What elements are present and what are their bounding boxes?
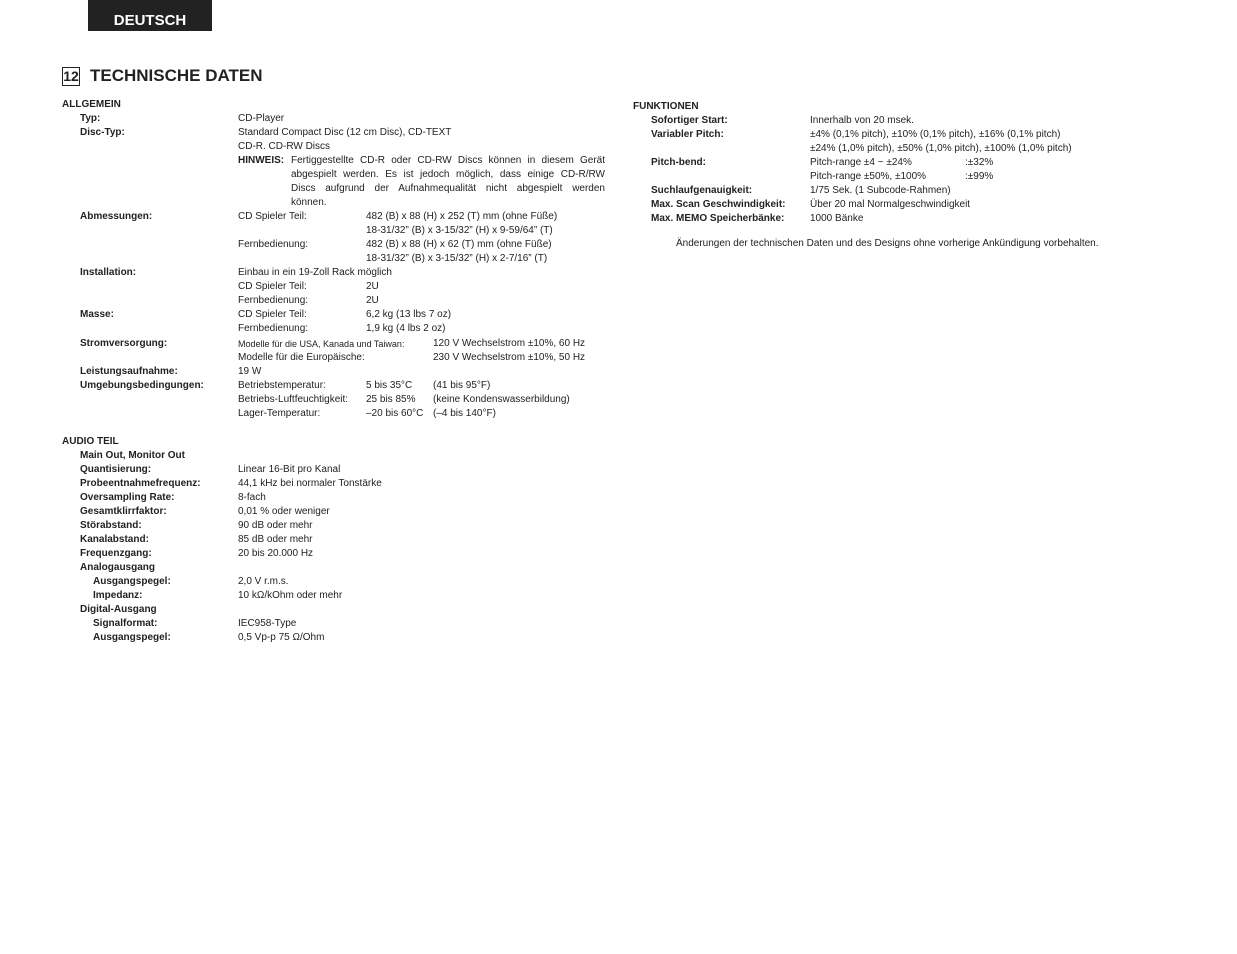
suchlauf-value: 1/75 Sek. (1 Subcode-Rahmen) — [810, 185, 951, 196]
kanal-value: 85 dB oder mehr — [238, 534, 313, 545]
strom-eu-value: 230 V Wechselstrom ±10%, 50 Hz — [433, 352, 586, 363]
masse-fb-value: 1,9 kg (4 lbs 2 oz) — [366, 323, 446, 334]
hinweis-label: HINWEIS: — [238, 155, 285, 166]
pitch-bend-value: :±99% — [965, 171, 994, 182]
abm-cd-label: CD Spieler Teil: — [238, 211, 307, 222]
leistung-label: Leistungsaufnahme: — [80, 366, 178, 377]
analog-label: Analogausgang — [80, 562, 156, 573]
main-out-label: Main Out, Monitor Out — [80, 450, 185, 461]
memo-value: 1000 Bänke — [810, 213, 864, 224]
abm-fb-value: 18-31/32” (B) x 3-15/32” (H) x 2-7/16” (T) — [366, 253, 548, 264]
probe-label: Probeentnahmefrequenz: — [80, 478, 201, 489]
umg-lf-label: Betriebs-Luftfeuchtigkeit: — [238, 394, 349, 405]
typ-value: CD-Player — [238, 113, 285, 124]
allgemein-heading: ALLGEMEIN — [62, 99, 121, 110]
inst-cd-value: 2U — [366, 281, 379, 292]
masse-fb-label: Fernbedienung: — [238, 323, 309, 334]
strom-usa-value: 120 V Wechselstrom ±10%, 60 Hz — [433, 338, 586, 349]
umg-bt-value: 5 bis 35°C — [366, 380, 413, 391]
pitch-bend-value: :±32% — [965, 157, 994, 168]
signal-value: IEC958-Type — [238, 618, 297, 629]
umg-lf-value: (keine Kondenswasserbildung) — [433, 394, 570, 405]
freq-value: 20 bis 20.000 Hz — [238, 548, 314, 559]
pitch-bend-label: Pitch-bend: — [651, 157, 706, 168]
typ-label: Typ: — [80, 113, 101, 124]
language-tab: DEUTSCH — [88, 0, 212, 31]
disclaimer-note: Änderungen der technischen Daten und des Designs ohne vorherige Ankündigung vorbehalten. — [676, 238, 1099, 249]
analog-pegel-value: 2,0 V r.m.s. — [238, 576, 289, 587]
inst-fb-label: Fernbedienung: — [238, 295, 309, 306]
installation-label: Installation: — [80, 267, 137, 278]
hinweis-text: Fertiggestellte CD-R oder CD-RW Discs können in diesem Gerät — [291, 155, 605, 166]
digital-label: Digital-Ausgang — [80, 604, 157, 615]
quant-label: Quantisierung: — [80, 464, 152, 475]
hinweis-text: Discs aufgrund der Aufnahmequalität nicht abgespielt werden — [291, 183, 605, 194]
quant-value: Linear 16-Bit pro Kanal — [238, 464, 341, 475]
masse-label: Masse: — [80, 309, 114, 320]
pitch-bend-range: Pitch-range ±50%, ±100% — [810, 171, 927, 182]
disc-value: Standard Compact Disc (12 cm Disc), CD-TEXT — [238, 127, 452, 138]
hinweis-text: abgespielt werden. Es ist jedoch möglich, dass einige CD-R/RW — [291, 169, 605, 180]
stoer-label: Störabstand: — [80, 520, 142, 531]
suchlauf-label: Suchlaufgenauigkeit: — [651, 185, 753, 196]
klirr-label: Gesamtklirrfaktor: — [80, 506, 167, 517]
signal-label: Signalformat: — [93, 618, 158, 629]
start-value: Innerhalb von 20 msek. — [810, 115, 914, 126]
oversampling-label: Oversampling Rate: — [80, 492, 175, 503]
installation-value: Einbau in ein 19-Zoll Rack möglich — [238, 267, 392, 278]
scan-label: Max. Scan Geschwindigkeit: — [651, 199, 786, 210]
oversampling-value: 8-fach — [238, 492, 266, 503]
analog-pegel-label: Ausgangspegel: — [93, 576, 171, 587]
klirr-value: 0,01 % oder weniger — [238, 506, 330, 517]
impedanz-value: 10 kΩ/kOhm oder mehr — [238, 590, 343, 601]
pitch-value: ±24% (1,0% pitch), ±50% (1,0% pitch), ±100% (1,0% pitch) — [810, 143, 1072, 154]
umg-lt-value: –20 bis 60°C — [366, 408, 424, 419]
masse-cd-value: 6,2 kg (13 lbs 7 oz) — [366, 309, 452, 320]
umg-lt-value: (–4 bis 140°F) — [433, 408, 496, 419]
umgebung-label: Umgebungsbedingungen: — [80, 380, 204, 391]
pitch-label: Variabler Pitch: — [651, 129, 724, 140]
leistung-value: 19 W — [238, 366, 262, 377]
abm-cd-value: 482 (B) x 88 (H) x 252 (T) mm (ohne Füße) — [366, 211, 558, 222]
pitch-bend-range: Pitch-range ±4 ~ ±24% — [810, 157, 912, 168]
freq-label: Frequenzgang: — [80, 548, 152, 559]
disc-label: Disc-Typ: — [80, 127, 125, 138]
disc-value: CD-R. CD-RW Discs — [238, 141, 331, 152]
strom-eu-label: Modelle für die Europäische: — [238, 352, 365, 363]
inst-cd-label: CD Spieler Teil: — [238, 281, 307, 292]
umg-bt-label: Betriebstemperatur: — [238, 380, 326, 391]
scan-value: Über 20 mal Normalgeschwindigkeit — [810, 199, 971, 210]
funktionen-heading: FUNKTIONEN — [633, 101, 699, 112]
memo-label: Max. MEMO Speicherbänke: — [651, 213, 785, 224]
digital-pegel-value: 0,5 Vp-p 75 Ω/Ohm — [238, 632, 325, 643]
strom-usa-label: Modelle für die USA, Kanada und Taiwan: — [238, 339, 405, 349]
umg-bt-value: (41 bis 95°F) — [433, 380, 491, 391]
inst-fb-value: 2U — [366, 295, 379, 306]
impedanz-label: Impedanz: — [93, 590, 143, 601]
kanal-label: Kanalabstand: — [80, 534, 149, 545]
section-heading — [62, 66, 263, 86]
masse-cd-label: CD Spieler Teil: — [238, 309, 307, 320]
section-number: 12 — [63, 68, 79, 84]
digital-pegel-label: Ausgangspegel: — [93, 632, 171, 643]
strom-label: Stromversorgung: — [80, 338, 168, 349]
umg-lf-value: 25 bis 85% — [366, 394, 416, 405]
umg-lt-label: Lager-Temperatur: — [238, 408, 321, 419]
abm-fb-label: Fernbedienung: — [238, 239, 309, 250]
abmessungen-label: Abmessungen: — [80, 211, 153, 222]
hinweis-text: können. — [291, 197, 327, 208]
audio-heading: AUDIO TEIL — [62, 436, 119, 447]
page-title: TECHNISCHE DATEN — [90, 66, 263, 85]
start-label: Sofortiger Start: — [651, 115, 728, 126]
probe-value: 44,1 kHz bei normaler Tonstärke — [238, 478, 382, 489]
abm-fb-value: 482 (B) x 88 (H) x 62 (T) mm (ohne Füße) — [366, 239, 552, 250]
pitch-value: ±4% (0,1% pitch), ±10% (0,1% pitch), ±16% (0,1% pitch) — [810, 129, 1061, 140]
abm-cd-value: 18-31/32” (B) x 3-15/32” (H) x 9-59/64” (T) — [366, 225, 553, 236]
stoer-value: 90 dB oder mehr — [238, 520, 313, 531]
